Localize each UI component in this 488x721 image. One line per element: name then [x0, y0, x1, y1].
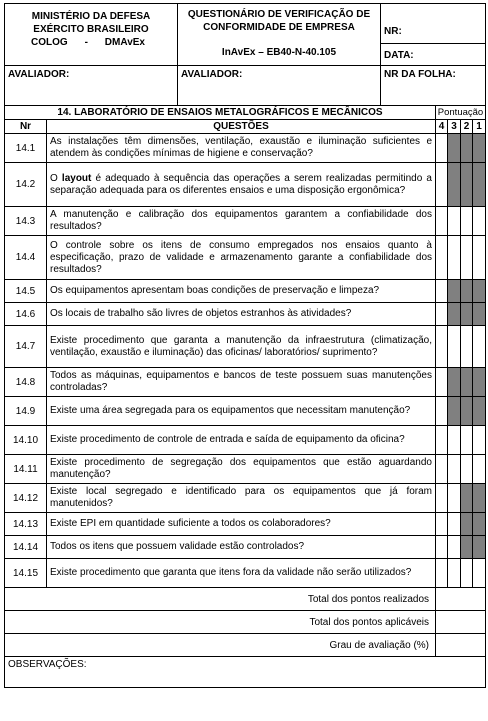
score-cell-2 [461, 163, 473, 207]
score-cell-3 [448, 397, 461, 426]
score-cell-3[interactable] [448, 207, 461, 236]
score-cell-4[interactable] [436, 236, 448, 280]
score-cell-3[interactable] [448, 484, 461, 513]
score-cell-1[interactable] [473, 455, 486, 484]
question-text: Existe procedimento de controle de entrada e saída de equipamento da oficina? [47, 426, 436, 455]
score-cell-1 [473, 163, 486, 207]
question-text: Existe procedimento de segregação dos equipamentos que estão aguardando manutenção? [47, 455, 436, 484]
question-nr: 14.6 [5, 303, 47, 326]
avaliador-2-label: AVALIADOR: [181, 69, 243, 80]
score-cell-4[interactable] [436, 513, 448, 536]
score-cell-2[interactable] [461, 326, 473, 368]
question-row [5, 559, 486, 588]
score-cell-2[interactable] [461, 455, 473, 484]
questions-body [5, 134, 486, 588]
question-text: Existe local segregado e identificado para os equipamentos que já foram manutenidos? [47, 484, 436, 513]
question-row [5, 326, 486, 368]
score-cell-1[interactable] [473, 207, 486, 236]
question-row [5, 397, 486, 426]
score-cell-2[interactable] [461, 207, 473, 236]
score-cell-1 [473, 484, 486, 513]
question-nr: 14.5 [5, 280, 47, 303]
separator-dash: - [84, 37, 88, 48]
score-cell-3 [448, 134, 461, 163]
question-text: Existe procedimento que garanta que itens fora da validade não serão utilizados? [47, 559, 436, 588]
score-cell-1 [473, 513, 486, 536]
score-col-2: 2 [461, 120, 473, 134]
question-text: Todos as máquinas, equipamentos e bancos de teste possuem suas manutenções controladas? [47, 368, 436, 397]
question-text-prefix: O [50, 172, 62, 184]
observacoes-label: OBSERVAÇÕES: [8, 659, 87, 670]
question-row [5, 163, 486, 207]
question-text: Os equipamentos apresentam boas condições de preservação e limpeza? [47, 280, 436, 303]
grau-avaliacao-value[interactable] [436, 634, 486, 657]
score-col-3: 3 [448, 120, 461, 134]
question-text: Todos os itens que possuem validade estão controlados? [47, 536, 436, 559]
question-nr: 14.11 [5, 455, 47, 484]
score-cell-4[interactable] [436, 303, 448, 326]
colog-label: COLOG [31, 37, 68, 48]
score-cell-1[interactable] [473, 426, 486, 455]
score-cell-3[interactable] [448, 236, 461, 280]
score-cell-2[interactable] [461, 236, 473, 280]
score-cell-2[interactable] [461, 426, 473, 455]
form-title-line-1: QUESTIONÁRIO DE VERIFICAÇÃO DE [187, 9, 371, 20]
question-row [5, 455, 486, 484]
score-cell-4[interactable] [436, 484, 448, 513]
score-cell-3 [448, 303, 461, 326]
form-title-line-2: CONFORMIDADE DE EMPRESA [203, 22, 355, 33]
question-nr: 14.9 [5, 397, 47, 426]
score-cell-2[interactable] [461, 559, 473, 588]
score-cell-1 [473, 280, 486, 303]
nr-folha-label: NR DA FOLHA: [384, 69, 456, 80]
nr-field[interactable] [381, 24, 486, 44]
question-text [47, 163, 436, 207]
score-cell-2 [461, 368, 473, 397]
dmavex-label: DMAvEx [104, 37, 145, 48]
question-row [5, 484, 486, 513]
score-cell-4[interactable] [436, 134, 448, 163]
score-cell-3[interactable] [448, 513, 461, 536]
question-nr: 14.14 [5, 536, 47, 559]
score-cell-1[interactable] [473, 559, 486, 588]
score-cell-4[interactable] [436, 455, 448, 484]
nr-label: NR: [384, 25, 402, 37]
org-block [5, 4, 178, 66]
score-cell-1 [473, 368, 486, 397]
col-nr-header: Nr [5, 120, 47, 134]
question-text: Os locais de trabalho são livres de objetos estranhos às atividades? [47, 303, 436, 326]
question-text: As instalações têm dimensões, ventilação, exaustão e iluminação suficientes e atendem às condições mínimas de higiene e conservação? [47, 134, 436, 163]
score-cell-1 [473, 397, 486, 426]
score-cell-4[interactable] [436, 559, 448, 588]
score-cell-4[interactable] [436, 426, 448, 455]
question-row [5, 280, 486, 303]
score-cell-3[interactable] [448, 536, 461, 559]
score-cell-3[interactable] [448, 559, 461, 588]
question-nr: 14.4 [5, 236, 47, 280]
question-text: A manutenção e calibração dos equipamentos garantem a confiabilidade dos resultados? [47, 207, 436, 236]
score-title: Pontuação [436, 106, 486, 120]
question-row [5, 236, 486, 280]
question-text-bold: layout [61, 172, 92, 184]
question-nr: 14.12 [5, 484, 47, 513]
score-cell-4[interactable] [436, 163, 448, 207]
score-cell-1[interactable] [473, 326, 486, 368]
org-line-1: MINISTÉRIO DA DEFESA [31, 11, 151, 22]
question-nr: 14.15 [5, 559, 47, 588]
observacoes-field[interactable] [5, 657, 486, 688]
form-header [4, 3, 486, 106]
score-col-4: 4 [436, 120, 448, 134]
total-realizados-label: Total dos pontos realizados [5, 588, 436, 611]
question-nr: 14.8 [5, 368, 47, 397]
score-cell-4[interactable] [436, 326, 448, 368]
score-cell-3[interactable] [448, 455, 461, 484]
score-cell-2 [461, 536, 473, 559]
score-cell-2 [461, 303, 473, 326]
score-col-1: 1 [473, 120, 486, 134]
question-nr: 14.2 [5, 163, 47, 207]
avaliador-1-field[interactable] [5, 66, 178, 106]
col-questions-header: QUESTÕES [47, 120, 436, 134]
score-cell-3 [448, 280, 461, 303]
score-cell-4[interactable] [436, 536, 448, 559]
score-cell-2 [461, 484, 473, 513]
score-cell-3[interactable] [448, 426, 461, 455]
question-row [5, 303, 486, 326]
question-nr: 14.10 [5, 426, 47, 455]
score-cell-4[interactable] [436, 397, 448, 426]
score-cell-3[interactable] [448, 326, 461, 368]
score-cell-3 [448, 163, 461, 207]
question-text-rest: é adequado à sequência das operações a serem realizadas permitindo a separação adequada para os diferentes ensaios e uma disposição ergonômica? [50, 172, 432, 196]
question-nr: 14.3 [5, 207, 47, 236]
question-text: O controle sobre os itens de consumo empregados nos ensaios quanto à especificação, prazo de validade e armazenamento garante a confiabilidade dos resultados? [47, 236, 436, 280]
score-cell-2 [461, 280, 473, 303]
data-field[interactable] [381, 44, 486, 66]
question-row [5, 207, 486, 236]
data-label: DATA: [384, 50, 414, 61]
total-aplicaveis-value[interactable] [436, 611, 486, 634]
question-text: Existe EPI em quantidade suficiente a todos os colaboradores? [47, 513, 436, 536]
question-nr: 14.13 [5, 513, 47, 536]
form-page [4, 3, 485, 718]
question-nr: 14.1 [5, 134, 47, 163]
score-cell-2 [461, 397, 473, 426]
nr-folha-field[interactable] [381, 66, 486, 106]
score-cell-4[interactable] [436, 368, 448, 397]
score-cell-4[interactable] [436, 280, 448, 303]
score-cell-1 [473, 134, 486, 163]
question-text: Existe procedimento que garanta a manutenção da infraestrutura (climatização, ventilação, exaustão e iluminação) das oficinas/ laboratórios/ suprimento? [47, 326, 436, 368]
score-cell-2 [461, 134, 473, 163]
section-title: 14. LABORATÓRIO DE ENSAIOS METALOGRÁFICOS E MECÂNICOS [5, 106, 436, 120]
score-cell-1 [473, 536, 486, 559]
question-row [5, 134, 486, 163]
question-row [5, 368, 486, 397]
question-row [5, 536, 486, 559]
question-text: Existe uma área segregada para os equipamentos que necessitam manutenção? [47, 397, 436, 426]
org-line-2: EXÉRCITO BRASILEIRO [33, 24, 149, 35]
title-block [178, 4, 381, 66]
form-code: InAvEx – EB40-N-40.105 [221, 47, 337, 58]
avaliador-2-field[interactable] [178, 66, 381, 106]
question-nr: 14.7 [5, 326, 47, 368]
avaliador-1-label: AVALIADOR: [8, 69, 70, 80]
question-row [5, 513, 486, 536]
score-cell-1[interactable] [473, 236, 486, 280]
score-cell-3 [448, 368, 461, 397]
question-row [5, 426, 486, 455]
total-realizados-value[interactable] [436, 588, 486, 611]
total-aplicaveis-label: Total dos pontos aplicáveis [5, 611, 436, 634]
score-cell-2 [461, 513, 473, 536]
score-cell-1 [473, 303, 486, 326]
score-cell-4[interactable] [436, 207, 448, 236]
grau-avaliacao-label: Grau de avaliação (%) [5, 634, 436, 657]
questions-table [4, 105, 486, 688]
